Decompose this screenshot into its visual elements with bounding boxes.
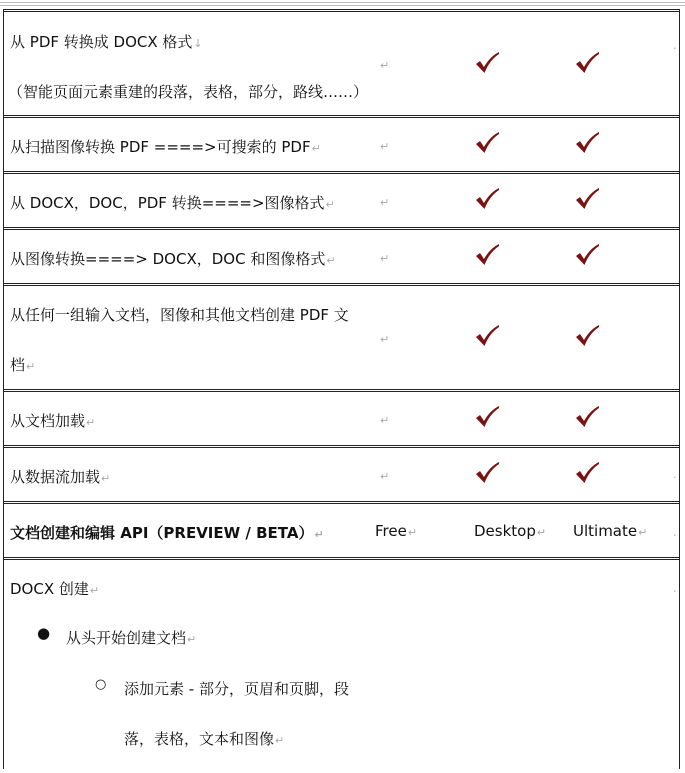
col-desktop-header: Desktop↵ bbox=[474, 522, 547, 540]
cell-end-mark: ↵ bbox=[380, 196, 390, 209]
check-icon bbox=[474, 243, 500, 267]
feature-text: 从扫描图像转换 PDF ====>可搜索的 PDF↵ bbox=[10, 138, 321, 156]
cell-end-mark: ↵ bbox=[380, 470, 390, 483]
row-end-mark: . bbox=[673, 526, 677, 539]
cell-end-mark: ↵ bbox=[380, 59, 390, 72]
check-icon bbox=[574, 324, 600, 348]
check-icon bbox=[574, 243, 600, 267]
check-icon bbox=[474, 324, 500, 348]
sub-bullet-icon: ○ bbox=[95, 677, 107, 692]
check-icon bbox=[574, 461, 600, 485]
check-icon bbox=[474, 131, 500, 155]
row-end-mark: . bbox=[673, 468, 677, 481]
page-top-rule bbox=[0, 2, 685, 3]
page-top-rule-2 bbox=[0, 5, 685, 6]
feature-text: 从任何一组输入文档，图像和其他文档创建 PDF 文 bbox=[10, 306, 349, 324]
feature-text: 从文档加载↵ bbox=[10, 412, 96, 430]
check-icon bbox=[474, 187, 500, 211]
check-icon bbox=[574, 405, 600, 429]
table-row bbox=[4, 227, 679, 283]
check-icon bbox=[474, 405, 500, 429]
docx-heading: DOCX 创建↵ bbox=[10, 580, 100, 598]
table-row bbox=[4, 115, 679, 171]
table-row bbox=[4, 389, 679, 445]
docx-section-row bbox=[4, 557, 679, 773]
cell-end-mark: ↵ bbox=[380, 333, 390, 346]
check-icon bbox=[474, 461, 500, 485]
table-row bbox=[4, 9, 679, 115]
cell-end-mark: ↵ bbox=[380, 140, 390, 153]
col-ultimate-header: Ultimate↵ bbox=[573, 522, 648, 540]
col-free-header: Free↵ bbox=[375, 522, 418, 540]
feature-text: 从 DOCX，DOC，PDF 转换====>图像格式↵ bbox=[10, 194, 335, 212]
check-icon bbox=[574, 187, 600, 211]
cell-end-mark: ↵ bbox=[380, 252, 390, 265]
check-icon bbox=[574, 131, 600, 155]
feature-text-line2: （智能页面元素重建的段落，表格，部分，路线……） bbox=[8, 83, 369, 101]
feature-text: 从图像转换====> DOCX，DOC 和图像格式↵ bbox=[10, 250, 336, 268]
sub-bullet-item-line2: 落，表格，文本和图像↵ bbox=[124, 730, 285, 748]
feature-text: 从数据流加载↵ bbox=[10, 468, 111, 486]
section-title: 文档创建和编辑 API（PREVIEW / BETA）↵ bbox=[10, 524, 324, 542]
sub-bullet-item: 添加元素 - 部分，页眉和页脚，段 bbox=[124, 680, 349, 698]
section-header-row bbox=[4, 501, 679, 557]
table-row bbox=[4, 445, 679, 501]
feature-text-line2: 档↵ bbox=[10, 356, 36, 374]
bullet-item: 从头开始创建文档↵ bbox=[66, 629, 197, 647]
bullet-icon: ● bbox=[37, 624, 51, 642]
feature-table bbox=[3, 9, 680, 769]
check-icon bbox=[474, 51, 500, 75]
row-end-mark: . bbox=[673, 582, 677, 595]
feature-text: 从 PDF 转换成 DOCX 格式↓ bbox=[10, 33, 203, 51]
table-row bbox=[4, 171, 679, 227]
row-end-mark: . bbox=[673, 39, 677, 52]
check-icon bbox=[574, 51, 600, 75]
cell-end-mark: ↵ bbox=[380, 414, 390, 427]
table-row bbox=[4, 283, 679, 389]
